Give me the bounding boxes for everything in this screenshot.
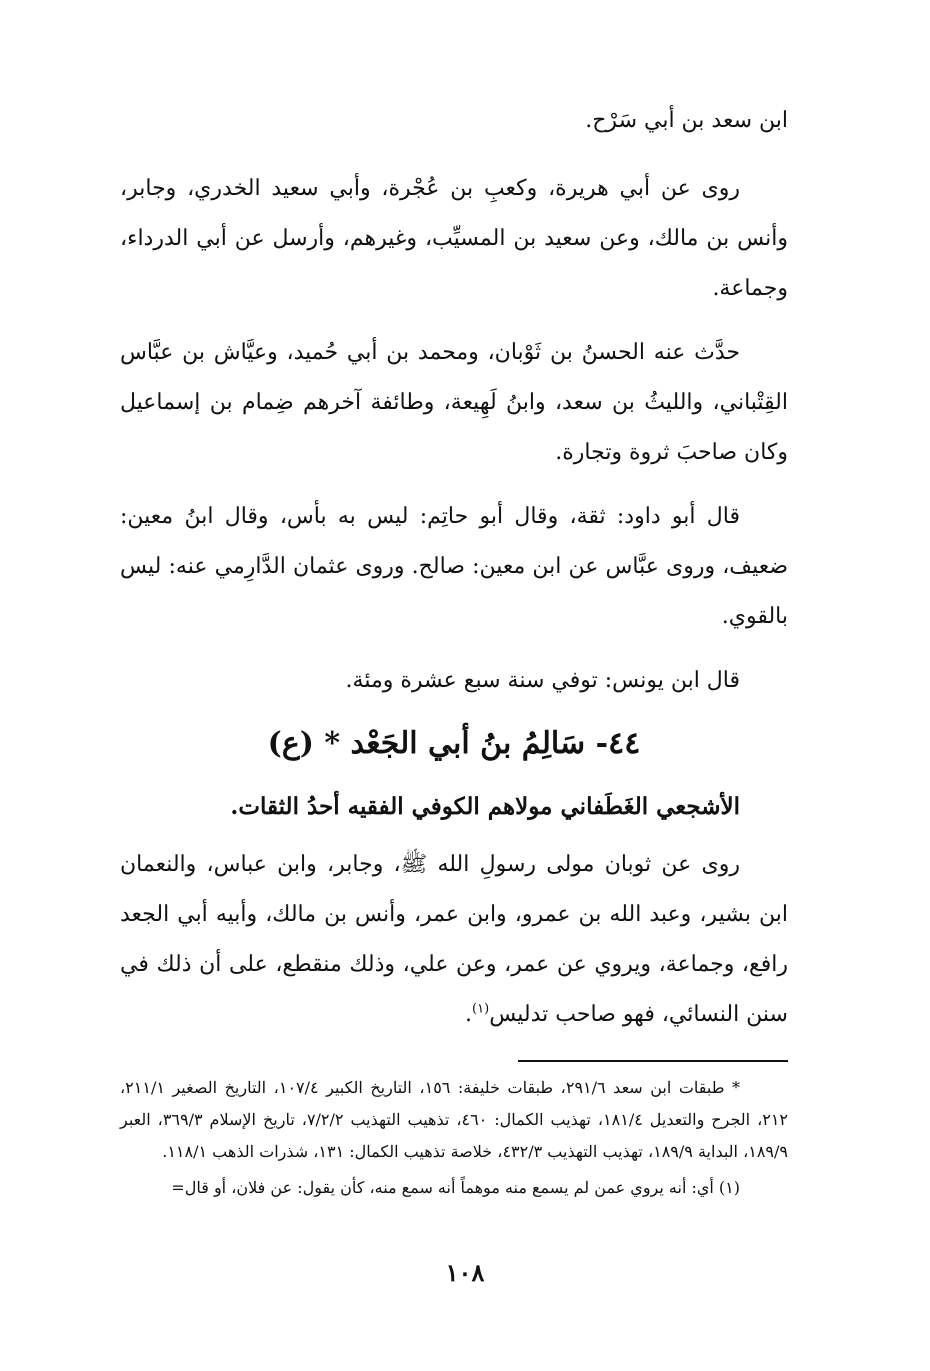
sources-footnote: * طبقات ابن سعد ٢٩١/٦، طبقات خليفة: ١٥٦، التاريخ الكبير ١٠٧/٤، التاريخ الصغير ٢١١/١، ٢١٢، الجرح والتعديل ١٨١/٤، تهذيب الكمال: ٤٦٠، تذهيب التهذيب ٧/٢/٢، تاريخ الإسلام ٣٦٩/٣، العبر ١٨٩/٩، البداية ١٨٩/٩، تهذيب التهذيب ٤٣٢/٣، خلاصة تذهيب الكمال: ١٣١، شذرات الذهب ١١٨/١. xyxy=(120,1078,789,1161)
previous-entry-continuation: ابن سعد بن أبي سَرْح. xyxy=(585,108,788,133)
narrated-by-paragraph: حدَّث عنه الحسنُ بن ثَوْبان، ومحمد بن أبي حُميد، وعيَّاش بن عبَّاس القِتْباني، والليثُ بن سعد، وابنُ لَهِيعة، وطائفة آخرهم ضِمام بن إسماعيل وكان صاحبَ ثروة وتجارة. xyxy=(120,340,788,465)
entry-nisba: الأشجعي الغَطَفاني مولاهم الكوفي الفقيه أحدُ الثقات. xyxy=(230,793,740,820)
footnote-1: (١) أي: أنه يروي عمن لم يسمع منه موهماً أنه سمع منه، كأن يقول: عن فلان، أو قال= xyxy=(171,1178,740,1197)
death-paragraph: قال ابن يونس: توفي سنة سبع عشرة ومئة. xyxy=(345,668,740,693)
page-body xyxy=(120,96,788,1204)
entry-heading: ٤٤- سَالِمُ بنُ أبي الجَعْد * (ع) xyxy=(267,726,641,761)
page-number: ١٠٨ xyxy=(445,1258,485,1287)
footnote-ref-1: (١) xyxy=(472,1001,490,1017)
narrated-from-paragraph: روى عن أبي هريرة، وكعبِ بن عُجْرة، وأبي سعيد الخدري، وجابر، وأنس بن مالك، وعن سعيد بن المسيِّب، وغيرهم، وأرسل عن أبي الدرداء، وجماعة. xyxy=(120,176,788,301)
critics-paragraph: قال أبو داود: ثقة، وقال أبو حاتِم: ليس به بأس، وقال ابنُ معين: ضعيف، وروى عبَّاس عن ابن معين: صالح. وروى عثمان الدَّارِمي عنه: ليس بالقوي. xyxy=(120,504,788,629)
footnote-divider xyxy=(518,1060,788,1062)
entry-body-text: روى عن ثوبان مولى رسولِ الله ﷺ، وجابر، وابن عباس، والنعمان ابن بشير، وعبد الله بن عمرو، وابن عمر، وأنس بن مالك، وأبيه أبي الجعد رافع، وجماعة، ويروي عن عمر، وعن علي، وذلك منقطع، على أن ذلك في سنن النسائي، فهو صاحب تدليس xyxy=(120,852,788,1027)
entry-body: روى عن ثوبان مولى رسولِ الله ﷺ، وجابر، وابن عباس، والنعمان ابن بشير، وعبد الله بن عمرو، وابن عمر، وأنس بن مالك، وأبيه أبي الجعد رافع، وجماعة، ويروي عن عمر، وعن علي، وذلك منقطع، على أن ذلك في سنن النسائي، فهو صاحب تدليس$^{(١)}$. xyxy=(120,852,788,1027)
